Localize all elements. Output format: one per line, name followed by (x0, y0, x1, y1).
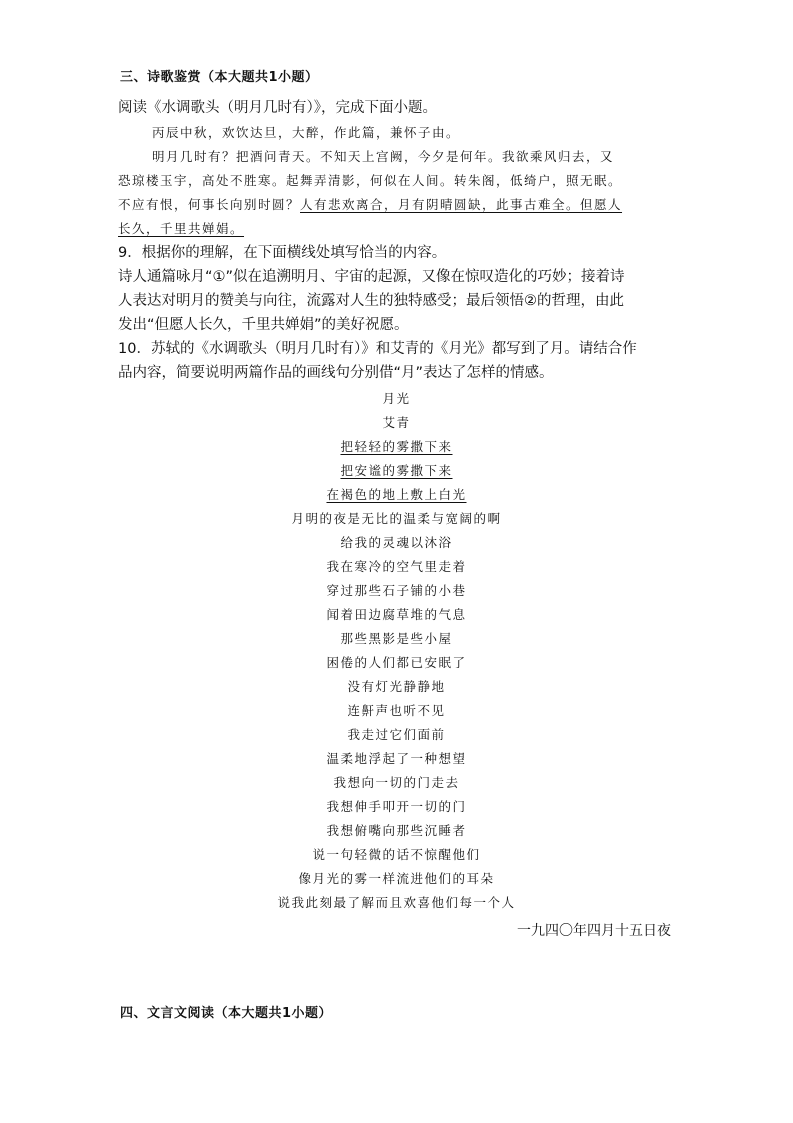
ci-underlined-sentence-end: 长久，千里共婵娟。 (118, 221, 245, 236)
poem-line (0, 654, 793, 672)
poem-line-text: 连鼾声也听不见 (347, 703, 446, 718)
poem-line (0, 726, 793, 744)
poem-line-text: 穿过那些石子铺的小巷 (326, 583, 467, 598)
poem-line (0, 678, 793, 696)
poem-line (0, 462, 793, 480)
poem-preface: 丙辰中秋，欢饮达旦，大醉，作此篇，兼怀子由。 (152, 125, 461, 140)
poem-line-text: 我走过它们面前 (347, 727, 446, 742)
poem-line (0, 846, 793, 864)
question-9-line-3: 发出“但愿人长久，千里共婵娟”的美好祝愿。 (118, 317, 409, 333)
section-4-heading: 四、文言文阅读（本大题共1小题） (120, 1006, 333, 1021)
poem-line (0, 774, 793, 792)
ci-line-1: 明月几时有？把酒问青天。不知天上宫阙，今夕是何年。我欲乘风归去，又 (152, 149, 615, 164)
poem-line-text: 我在寒冷的空气里走着 (326, 559, 467, 574)
poem-line (0, 582, 793, 600)
poem-line (0, 510, 793, 528)
poem-line (0, 606, 793, 624)
poem-line-underlined-text: 在褐色的地上敷上白光 (326, 487, 467, 502)
poem-line (0, 894, 793, 912)
poem-line-underlined-text: 把轻轻的雾撒下来 (340, 439, 453, 454)
poem-line (0, 750, 793, 768)
poem-line (0, 486, 793, 504)
poem-line-text: 我想俯嘴向那些沉睡者 (326, 823, 467, 838)
reading-instruction: 阅读《水调歌头（明月几时有）》，完成下面小题。 (118, 100, 437, 116)
poem-line-text: 没有灯光静静地 (347, 679, 446, 694)
poem-line-text: 那些黑影是些小屋 (340, 631, 453, 646)
poem-line (0, 438, 793, 456)
poem-line (0, 534, 793, 552)
poem-line-text: 说一句轻微的话不惊醒他们 (312, 847, 481, 862)
ci-line-2: 恐琼楼玉宇，高处不胜寒。起舞弄清影，何似在人间。转朱阁，低绮户，照无眠。 (118, 173, 623, 188)
question-9-line-2: 人表达对明月的赞美与向往，流露对人生的独特感受；最后领悟②的哲理，由此 (118, 293, 624, 309)
poem-line (0, 630, 793, 648)
question-10-line-1: 10．苏轼的《水调歌头（明月几时有）》和艾青的《月光》都写到了月。请结合作 (118, 341, 637, 357)
poem-title: 月光 (382, 391, 411, 406)
poem-line-text: 给我的灵魂以沐浴 (340, 535, 453, 550)
section-3-heading: 三、诗歌鉴赏（本大题共1小题） (120, 70, 319, 85)
ci-underlined-sentence: 人有悲欢离合，月有阴晴圆缺，此事古难全。但愿人 (300, 197, 623, 212)
poem-line (0, 798, 793, 816)
poem-author: 艾青 (382, 415, 411, 430)
poem-line (0, 870, 793, 888)
poem-line-text: 我想伸手叩开一切的门 (326, 799, 467, 814)
poem-date: 一九四〇年四月十五日夜 (517, 923, 671, 939)
question-9-line-1: 诗人通篇咏月“①”似在追溯明月、宇宙的起源，又像在惊叹造化的巧妙；接着诗 (118, 269, 625, 285)
question-9-title: 9．根据你的理解，在下面横线处填写恰当的内容。 (118, 245, 447, 261)
question-10-line-2: 品内容，简要说明两篇作品的画线句分别借“月”表达了怎样的情感。 (118, 365, 554, 381)
ci-line-4 (118, 220, 244, 238)
poem-line-text: 我想向一切的门走去 (333, 775, 460, 790)
poem-line-text: 温柔地浮起了一种想望 (326, 751, 467, 766)
poem-line-text: 说我此刻最了解而且欢喜他们每一个人 (277, 895, 516, 910)
poem-line (0, 702, 793, 720)
poem-line-text: 月明的夜是无比的温柔与宽阔的啊 (291, 511, 502, 526)
poem-line (0, 558, 793, 576)
poem-line-text: 困倦的人们都已安眠了 (326, 655, 467, 670)
poem-line-text: 闻着田边腐草堆的气息 (326, 607, 467, 622)
ci-line-3: 不应有恨，何事长向别时圆？人有悲欢离合，月有阴晴圆缺，此事古难全。但愿人 (118, 197, 623, 212)
poem-line (0, 822, 793, 840)
poem-line-underlined-text: 把安谧的雾撒下来 (340, 463, 453, 478)
poem-line-text: 像月光的雾一样流进他们的耳朵 (298, 871, 495, 886)
